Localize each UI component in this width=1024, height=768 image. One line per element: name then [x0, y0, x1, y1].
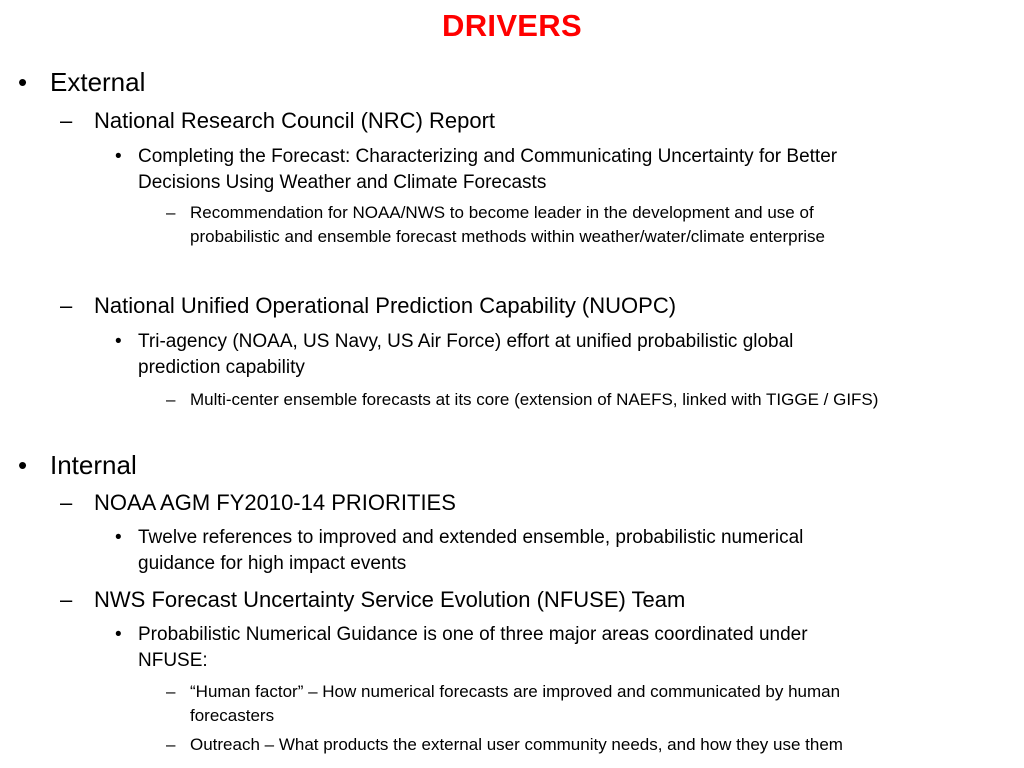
- bullet-report: •: [115, 146, 122, 167]
- bullet-probabilistic: •: [115, 624, 122, 645]
- heading-internal: Internal: [50, 450, 137, 480]
- probabilistic-line1: Probabilistic Numerical Guidance is one of three major areas coordinated under: [138, 624, 808, 645]
- item-agm-priorities: NOAA AGM FY2010-14 PRIORITIES: [94, 490, 456, 515]
- dash-recommendation: –: [166, 203, 176, 222]
- report-title-line2: Decisions Using Weather and Climate Forecasts: [138, 172, 547, 193]
- tri-agency-line1: Tri-agency (NOAA, US Navy, US Air Force) effort at unified probabilistic global: [138, 331, 794, 352]
- dash-agm: –: [60, 490, 73, 515]
- outreach: Outreach – What products the external user community needs, and how they use them: [190, 735, 843, 754]
- bullet-internal: •: [18, 450, 28, 480]
- dash-multi-center: –: [166, 390, 176, 409]
- dash-outreach: –: [166, 735, 176, 754]
- dash-nuopc: –: [60, 293, 73, 318]
- twelve-line1: Twelve references to improved and extended ensemble, probabilistic numerical: [138, 527, 804, 548]
- probabilistic-line2: NFUSE:: [138, 650, 208, 671]
- recommendation-line2: probabilistic and ensemble forecast methods within weather/water/climate enterprise: [190, 227, 825, 246]
- bullet-external: •: [18, 67, 28, 97]
- slide-title: DRIVERS: [442, 8, 582, 43]
- heading-external: External: [50, 67, 146, 97]
- tri-agency-line2: prediction capability: [138, 357, 305, 378]
- human-factor-line2: forecasters: [190, 706, 275, 725]
- bullet-tri-agency: •: [115, 331, 122, 352]
- multi-center: Multi-center ensemble forecasts at its core (extension of NAEFS, linked with TIGGE / GIFS): [190, 390, 879, 409]
- item-nrc-report: National Research Council (NRC) Report: [94, 108, 496, 133]
- dash-nrc: –: [60, 108, 73, 133]
- item-nfuse: NWS Forecast Uncertainty Service Evolution (NFUSE) Team: [94, 587, 686, 612]
- twelve-line2: guidance for high impact events: [138, 553, 407, 574]
- dash-nfuse: –: [60, 587, 73, 612]
- bullet-twelve: •: [115, 527, 122, 548]
- item-nuopc: National Unified Operational Prediction Capability (NUOPC): [94, 293, 677, 318]
- dash-human-factor: –: [166, 682, 176, 701]
- recommendation-line1: Recommendation for NOAA/NWS to become leader in the development and use of: [190, 203, 814, 222]
- report-title-line1: Completing the Forecast: Characterizing and Communicating Uncertainty for Better: [138, 146, 838, 167]
- human-factor-line1: “Human factor” – How numerical forecasts are improved and communicated by human: [190, 682, 841, 701]
